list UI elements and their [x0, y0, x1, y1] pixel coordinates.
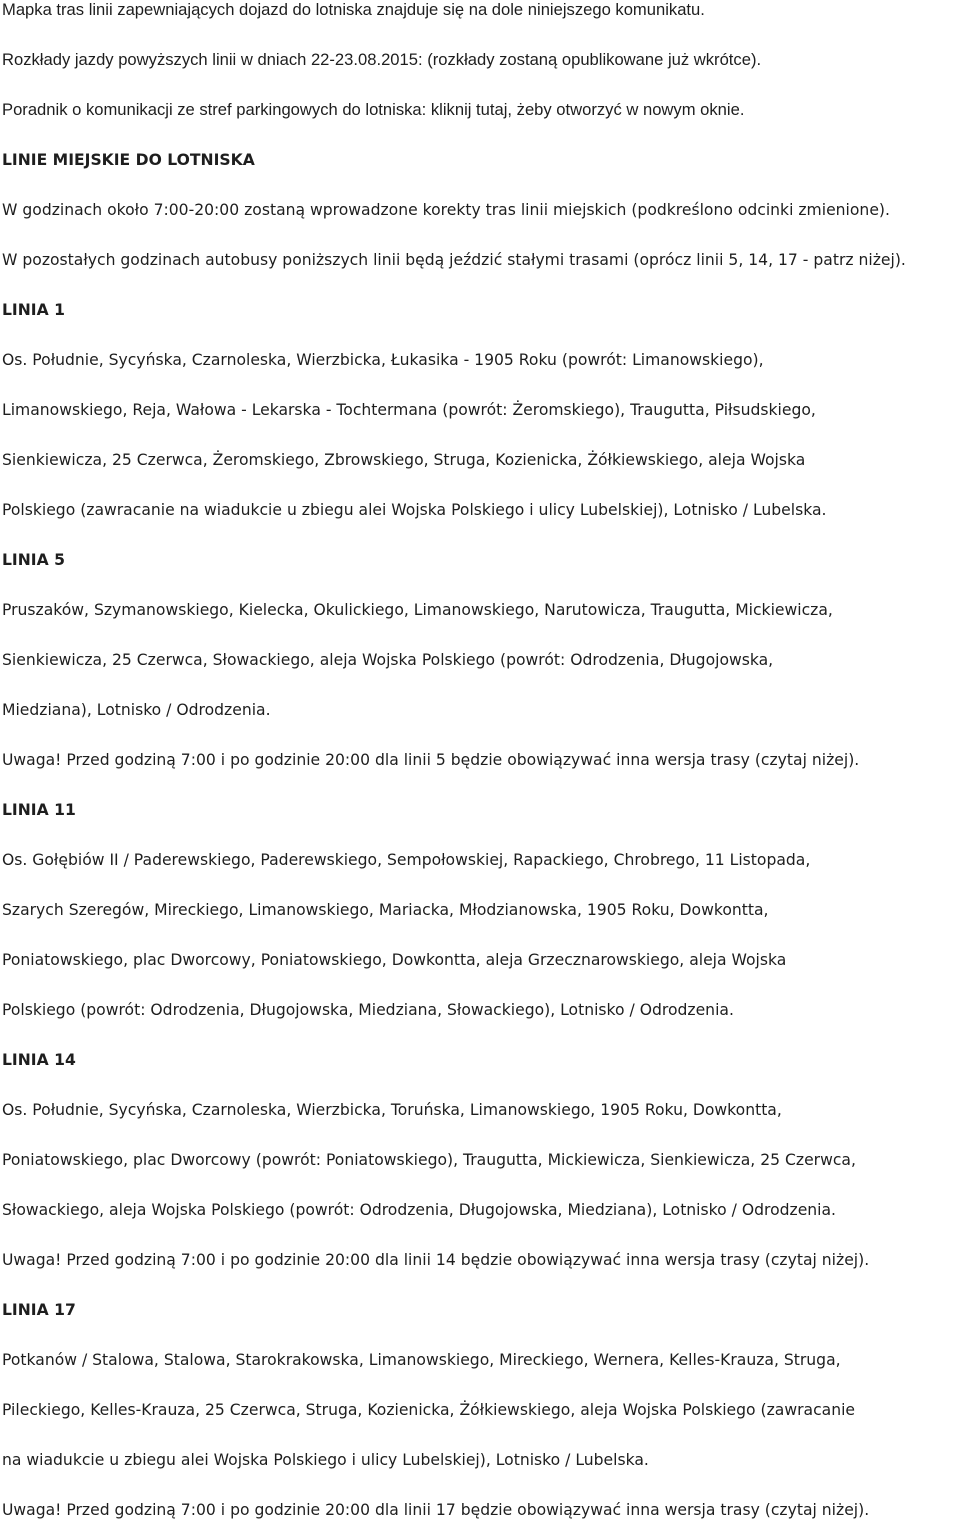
line-14-title: LINIA 14	[2, 1051, 76, 1069]
line-5-route-2: Sienkiewicza, 25 Czerwca, Słowackiego, aleja Wojska Polskiego (powrót: Odrodzenia, Długojowska,	[2, 651, 774, 669]
line-11-route-1: Os. Gołębiów II / Paderewskiego, Paderewskiego, Sempołowskiej, Rapackiego, Chrobrego, 11 Listopada,	[2, 851, 811, 869]
line-5-route-1: Pruszaków, Szymanowskiego, Kielecka, Okulickiego, Limanowskiego, Narutowicza, Traugutta, Mickiewicza,	[2, 601, 833, 619]
line-14-route-2: Poniatowskiego, plac Dworcowy (powrót: Poniatowskiego), Traugutta, Mickiewicza, Sienkiewicza, 25 Czerwca,	[2, 1151, 856, 1169]
intro-map-note: Mapka tras linii zapewniających dojazd do lotniska znajduje się na dole niniejszego komunikatu.	[2, 0, 705, 19]
other-hours-note: W pozostałych godzinach autobusy poniższych linii będą jeździć stałymi trasami (oprócz linii 5, 14, 17 - patrz niżej).	[2, 251, 906, 269]
line-17-title: LINIA 17	[2, 1301, 76, 1319]
line-5-warning: Uwaga! Przed godziną 7:00 i po godzinie 20:00 dla linii 5 będzie obowiązywać inna wersja trasy (czytaj niżej).	[2, 751, 860, 769]
section-title: LINIE MIEJSKIE DO LOTNISKA	[2, 151, 255, 169]
line-17-route-3: na wiadukcie u zbiegu alei Wojska Polskiego i ulicy Lubelskiej), Lotnisko / Lubelska.	[2, 1451, 649, 1469]
line-17-route-2: Pileckiego, Kelles-Krauza, 25 Czerwca, Struga, Kozienicka, Żółkiewskiego, aleja Wojska Polskiego (zawracanie	[2, 1401, 856, 1419]
line-5-route-3: Miedziana), Lotnisko / Odrodzenia.	[2, 701, 271, 719]
line-11-route-4: Polskiego (powrót: Odrodzenia, Długojowska, Miedziana, Słowackiego), Lotnisko / Odrodzenia.	[2, 1001, 734, 1019]
line-17-warning: Uwaga! Przed godziną 7:00 i po godzinie 20:00 dla linii 17 będzie obowiązywać inna wersja trasy (czytaj niżej).	[2, 1501, 870, 1519]
line-11-route-3: Poniatowskiego, plac Dworcowy, Poniatowskiego, Dowkontta, aleja Grzecznarowskiego, aleja Wojska	[2, 951, 787, 969]
line-11-title: LINIA 11	[2, 801, 76, 819]
line-5-title: LINIA 5	[2, 551, 65, 569]
intro-timetable-note: Rozkłady jazdy powyższych linii w dniach 22-23.08.2015: (rozkłady zostaną opublikowane już wkrótce).	[2, 50, 762, 69]
line-1-route-4: Polskiego (zawracanie na wiadukcie u zbiegu alei Wojska Polskiego i ulicy Lubelskiej), Lotnisko / Lubelska.	[2, 501, 827, 519]
line-1-route-2: Limanowskiego, Reja, Wałowa - Lekarska - Tochtermana (powrót: Żeromskiego), Traugutta, Piłsudskiego,	[2, 401, 816, 419]
line-1-route-3: Sienkiewicza, 25 Czerwca, Żeromskiego, Zbrowskiego, Struga, Kozienicka, Żółkiewskiego, aleja Wojska	[2, 451, 806, 469]
line-14-route-1: Os. Południe, Sycyńska, Czarnoleska, Wierzbicka, Toruńska, Limanowskiego, 1905 Roku, Dowkontta,	[2, 1101, 782, 1119]
line-14-route-3: Słowackiego, aleja Wojska Polskiego (powrót: Odrodzenia, Długojowska, Miedziana), Lotnisko / Odrodzenia.	[2, 1201, 837, 1219]
line-11-route-2: Szarych Szeregów, Mireckiego, Limanowskiego, Mariacka, Młodzianowska, 1905 Roku, Dowkontta,	[2, 901, 769, 919]
line-1-title: LINIA 1	[2, 301, 65, 319]
line-14-warning: Uwaga! Przed godziną 7:00 i po godzinie 20:00 dla linii 14 będzie obowiązywać inna wersja trasy (czytaj niżej).	[2, 1251, 870, 1269]
line-1-route-1: Os. Południe, Sycyńska, Czarnoleska, Wierzbicka, Łukasika - 1905 Roku (powrót: Limanowskiego),	[2, 351, 764, 369]
intro-parking-guide: Poradnik o komunikacji ze stref parkingowych do lotniska: kliknij tutaj, żeby otworzyć w nowym oknie.	[2, 100, 745, 119]
line-17-route-1: Potkanów / Stalowa, Stalowa, Starokrakowska, Limanowskiego, Mireckiego, Wernera, Kelles-Krauza, Struga,	[2, 1351, 841, 1369]
hours-note: W godzinach około 7:00-20:00 zostaną wprowadzone korekty tras linii miejskich (podkreślono odcinki zmienione).	[2, 201, 890, 219]
